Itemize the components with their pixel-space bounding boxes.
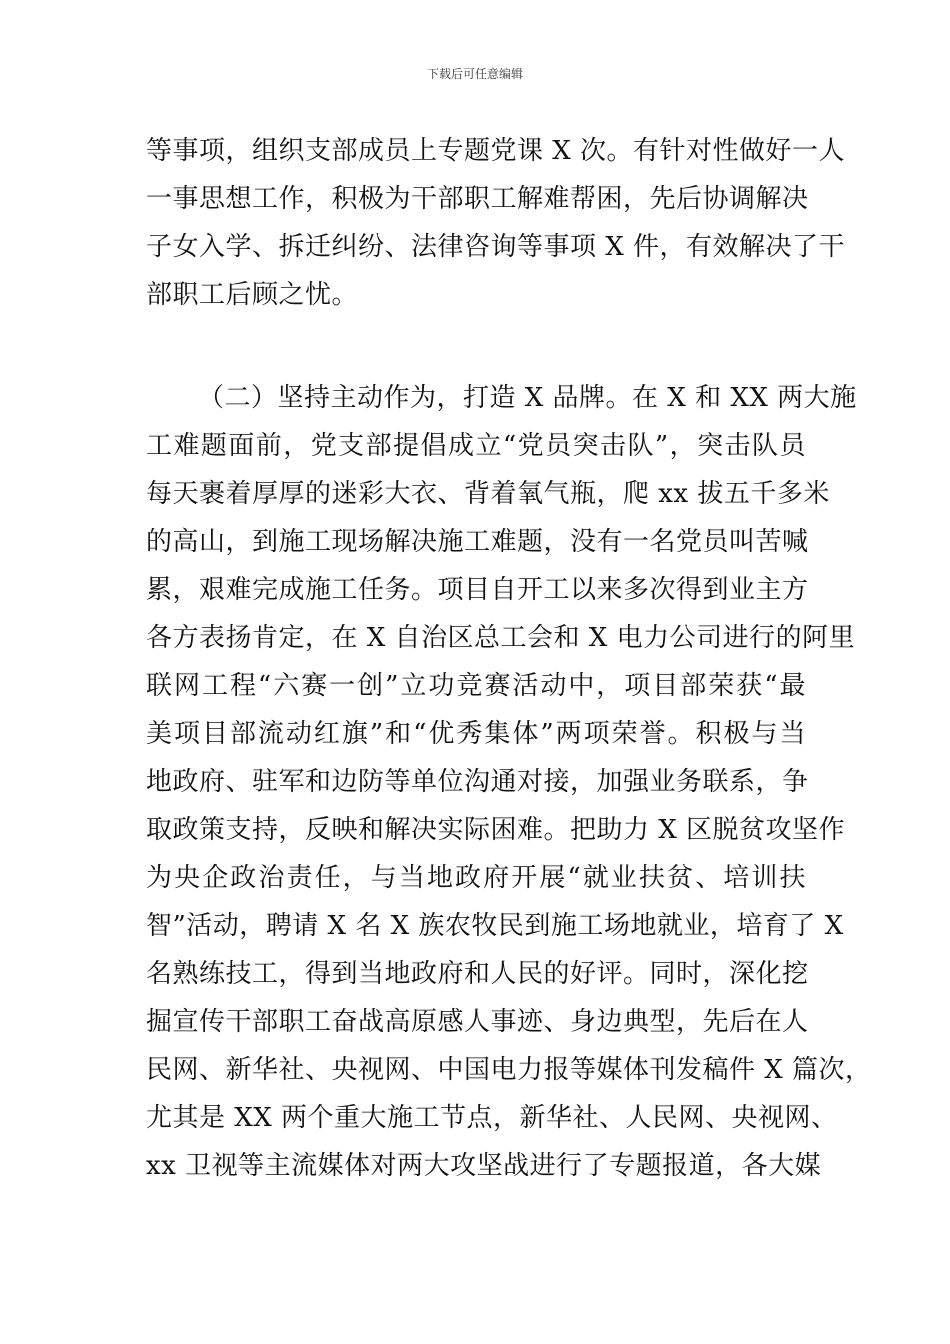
text-line: 部职工后顾之忧。 (146, 280, 359, 310)
text-line: 地政府、驻军和边防等单位沟通对接，加强业务联系，争 (146, 767, 809, 797)
text-line: 子女入学、拆迁纠纷、法律咨询等事项 X 件，有效解决了干 (146, 232, 846, 262)
text-line: 每天裹着厚厚的迷彩大衣、背着氧气瓶，爬 xx 拔五千多米 (146, 479, 830, 509)
text-line: 等事项，组织支部成员上专题党课 X 次。有针对性做好一人 (146, 136, 846, 166)
text-line: 美项目部流动红旗”和“优秀集体”两项荣誉。积极与当 (146, 719, 806, 749)
text-line: （二）坚持主动作为，打造 X 品牌。在 X 和 XX 两大施 (198, 383, 857, 413)
text-line: 掘宣传干部职工奋战高原感人事迹、身边典型，先后在人 (146, 1007, 809, 1037)
text-line: 取政策支持，反映和解决实际困难。把助力 X 区脱贫攻坚作 (146, 815, 846, 845)
text-line: 尤其是 XX 两个重大施工节点，新华社、人民网、央视网、 (146, 1103, 838, 1133)
text-line: 累，艰难完成施工任务。项目自开工以来多次得到业主方 (146, 575, 809, 605)
text-line: 为央企政治责任，与当地政府开展“就业扶贫、培训扶 (146, 863, 806, 893)
text-line: 联网工程“六赛一创”立功竞赛活动中，项目部荣获“最 (146, 671, 806, 701)
page-header: 下载后可任意编辑 (426, 67, 523, 81)
text-line: xx 卫视等主流媒体对两大攻坚战进行了专题报道，各大媒 (146, 1151, 822, 1181)
text-line: 民网、新华社、央视网、中国电力报等媒体刊发稿件 X 篇次， (146, 1055, 872, 1085)
text-line: 名熟练技工，得到当地政府和人民的好评。同时，深化挖 (146, 959, 809, 989)
text-line: 的高山，到施工现场解决施工难题，没有一名党员叫苦喊 (146, 527, 809, 557)
text-line: 一事思想工作，积极为干部职工解难帮困，先后协调解决 (146, 184, 809, 214)
text-line: 各方表扬肯定，在 X 自治区总工会和 X 电力公司进行的阿里 (146, 623, 856, 653)
text-line: 工难题面前，党支部提倡成立“党员突击队”，突击队员 (146, 431, 806, 461)
text-line: 智”活动，聘请 X 名 X 族农牧民到施工场地就业，培育了 X (146, 911, 844, 941)
